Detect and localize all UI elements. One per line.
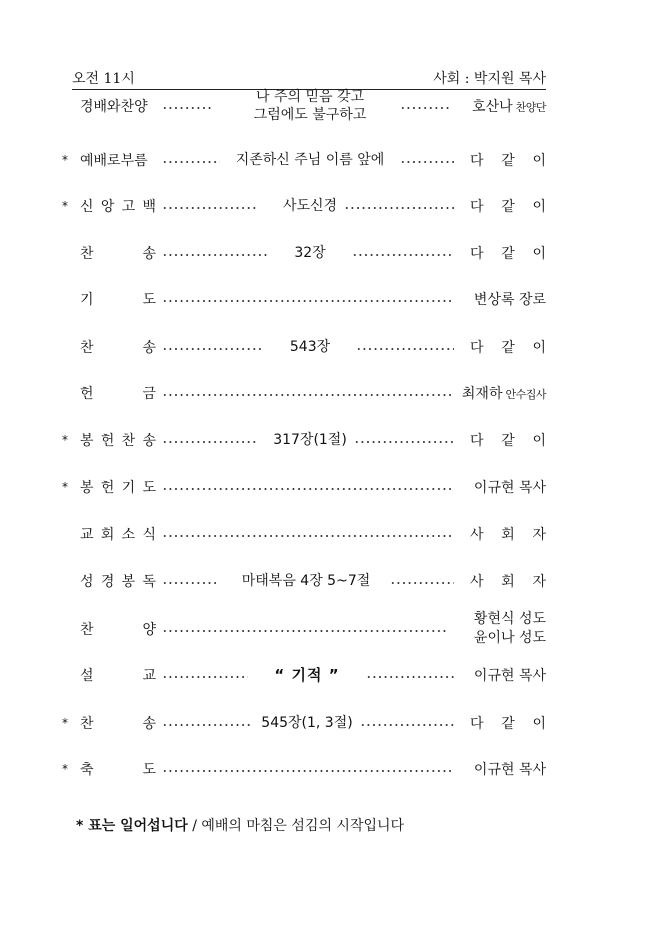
order-leader-line: 윤이나 성도 [473, 630, 546, 646]
order-leader-char: 다 [470, 246, 484, 262]
order-label-char: 송 [142, 340, 156, 356]
order-label [80, 289, 156, 309]
order-leader [470, 524, 546, 544]
order-leader [474, 610, 546, 648]
order-row [62, 86, 546, 126]
order-leader-char: 자 [532, 574, 546, 590]
order-leader-char: 이 [532, 153, 546, 169]
order-label-char: 찬 [80, 246, 94, 262]
order-content: 마태복음 4장 5~7절 [241, 573, 371, 589]
dot-leader [162, 535, 454, 537]
order-row [62, 749, 546, 789]
order-label-char: 찬 [80, 716, 94, 732]
order-label-char: 헌 [100, 480, 115, 496]
order-leader-char: 사 [470, 574, 484, 590]
order-leader-role: 안수집사 [502, 388, 546, 401]
order-row [62, 186, 546, 226]
order-label [80, 430, 156, 450]
standing-marker: * [62, 716, 68, 730]
order-row [62, 467, 546, 507]
order-label [80, 524, 156, 544]
order-label-char: 찬 [80, 340, 94, 356]
dot-leader [366, 676, 454, 678]
order-leader-char: 이 [532, 246, 546, 262]
order-row [62, 373, 546, 413]
order-label [80, 759, 156, 779]
dot-leader [400, 107, 452, 109]
order-label-char: 식 [142, 527, 156, 543]
dot-leader [162, 394, 454, 396]
footer-closing-note: / 예배의 마침은 섬김의 시작입니다 [187, 818, 405, 834]
order-leader-char: 자 [532, 527, 546, 543]
order-leader-char: 같 [501, 246, 515, 262]
order-leader-char: 이 [532, 199, 546, 215]
order-label-char: 봉 [121, 574, 136, 590]
footer-note [76, 815, 404, 835]
order-row [62, 561, 546, 601]
dot-leader [162, 161, 220, 163]
order-label [80, 150, 148, 170]
order-row [62, 655, 546, 695]
order-leader-char: 같 [501, 340, 515, 356]
standing-marker: * [62, 762, 68, 776]
dot-leader [344, 207, 454, 209]
dot-leader [356, 348, 454, 350]
order-leader-char: 같 [501, 153, 515, 169]
order-leader [474, 289, 546, 309]
dot-leader [162, 348, 264, 350]
order-label-char: 기 [80, 292, 94, 308]
order-leader [472, 96, 546, 116]
dot-leader [162, 441, 258, 443]
order-leader [470, 150, 546, 170]
standing-marker: * [62, 480, 68, 494]
dot-leader [354, 441, 454, 443]
order-leader-name: 변상록 장로 [473, 292, 546, 308]
order-label-char: 경배와찬양 [80, 99, 148, 115]
order-leader-char: 이 [532, 433, 546, 449]
order-label-char: 금 [142, 386, 156, 402]
order-row [62, 327, 546, 367]
order-row [62, 703, 546, 743]
dot-leader [352, 254, 454, 256]
service-time: 오전 11시 [72, 71, 135, 87]
order-label-char: 백 [142, 199, 156, 215]
order-row [62, 233, 546, 273]
order-label [80, 337, 156, 357]
order-label-char: 찬 [121, 433, 136, 449]
order-label [80, 383, 156, 403]
dot-leader [162, 630, 446, 632]
order-row [62, 420, 546, 460]
order-content: 317장(1절) [273, 432, 347, 448]
order-label-char: 헌 [100, 433, 115, 449]
order-leader-name: 이규현 목사 [473, 480, 546, 496]
dot-leader [162, 300, 454, 302]
order-label-char: 송 [142, 246, 156, 262]
order-content [235, 88, 385, 124]
dot-leader [162, 724, 252, 726]
order-label [80, 196, 156, 216]
order-leader-char: 사 [470, 527, 484, 543]
order-label-char: 예배로부름 [80, 153, 148, 169]
order-leader [470, 430, 546, 450]
order-leader [470, 243, 546, 263]
standing-marker: * [62, 433, 68, 447]
order-label-char: 양 [142, 622, 156, 638]
order-label [80, 619, 156, 639]
order-label-char: 성 [80, 574, 94, 590]
order-leader-line: 황현식 성도 [473, 611, 546, 627]
dot-leader [360, 724, 454, 726]
order-leader-name: 이규현 목사 [473, 762, 546, 778]
order-row [62, 609, 546, 649]
order-label [80, 96, 148, 116]
order-label [80, 477, 156, 497]
dot-leader [400, 161, 454, 163]
sermon-title: “ 기적 ” [274, 666, 340, 684]
order-leader [470, 196, 546, 216]
order-leader [470, 337, 546, 357]
order-label [80, 665, 156, 685]
standing-marker: * [62, 153, 68, 167]
order-label-char: 독 [142, 574, 156, 590]
order-content: 32장 [294, 245, 326, 261]
order-leader-char: 다 [470, 716, 484, 732]
order-label-char: 기 [121, 480, 136, 496]
dot-leader [162, 254, 268, 256]
order-label-char: 회 [100, 527, 115, 543]
order-label-char: 앙 [100, 199, 115, 215]
order-leader-char: 같 [501, 433, 515, 449]
order-content: 543장 [289, 339, 331, 355]
order-leader-name: 호산나 [472, 99, 513, 115]
order-leader-char: 이 [532, 716, 546, 732]
order-leader [470, 713, 546, 733]
order-label [80, 243, 156, 263]
order-leader-char: 같 [501, 716, 515, 732]
order-leader-char: 이 [532, 340, 546, 356]
order-label-char: 도 [142, 762, 156, 778]
order-label-char: 도 [142, 292, 156, 308]
order-content-line: 나 주의 믿음 갖고 [255, 89, 365, 105]
order-leader-role: 찬양단 [512, 101, 546, 114]
bulletin-header [72, 66, 546, 88]
order-leader [470, 571, 546, 591]
order-content: 지존하신 주님 이름 앞에 [235, 152, 385, 168]
order-leader [462, 383, 546, 403]
order-label-char: 도 [142, 480, 156, 496]
order-leader-char: 다 [470, 340, 484, 356]
order-leader-char: 다 [470, 153, 484, 169]
order-content: 545장(1, 3절) [261, 715, 353, 731]
dot-leader [162, 207, 256, 209]
order-row [62, 140, 546, 180]
order-label [80, 713, 156, 733]
order-label-char: 신 [80, 199, 94, 215]
order-label-char: 송 [142, 716, 156, 732]
order-label-char: 교 [142, 668, 156, 684]
service-host: 사회 : 박지원 목사 [433, 71, 546, 87]
order-leader [474, 759, 546, 779]
order-label-char: 교 [80, 527, 94, 543]
order-row [62, 514, 546, 554]
dot-leader [162, 770, 454, 772]
footer-standing-note: * 표는 일어섭니다 [76, 818, 188, 834]
order-label-char: 경 [100, 574, 115, 590]
order-leader-char: 같 [501, 199, 515, 215]
order-label-char: 봉 [80, 480, 94, 496]
order-leader-char: 회 [501, 574, 515, 590]
order-label-char: 봉 [80, 433, 94, 449]
order-label-char: 헌 [80, 386, 94, 402]
order-label-char: 송 [142, 433, 156, 449]
standing-marker: * [62, 199, 68, 213]
order-row [62, 279, 546, 319]
dot-leader [162, 676, 248, 678]
dot-leader [390, 582, 454, 584]
order-label-char: 소 [121, 527, 136, 543]
order-leader-char: 다 [470, 433, 484, 449]
order-label-char: 축 [80, 762, 94, 778]
order-label [80, 571, 156, 591]
order-label-char: 설 [80, 668, 94, 684]
order-leader [474, 665, 546, 685]
order-leader-char: 다 [470, 199, 484, 215]
order-leader-name: 최재하 [461, 386, 503, 402]
order-content: 사도신경 [282, 198, 338, 214]
dot-leader [162, 107, 214, 109]
order-leader-char: 회 [501, 527, 515, 543]
order-leader-name: 이규현 목사 [473, 668, 546, 684]
order-label-char: 찬 [80, 622, 94, 638]
order-content-line: 그럼에도 불구하고 [253, 107, 367, 123]
order-leader [474, 477, 546, 497]
order-label-char: 고 [121, 199, 136, 215]
dot-leader [162, 582, 216, 584]
dot-leader [162, 488, 454, 490]
